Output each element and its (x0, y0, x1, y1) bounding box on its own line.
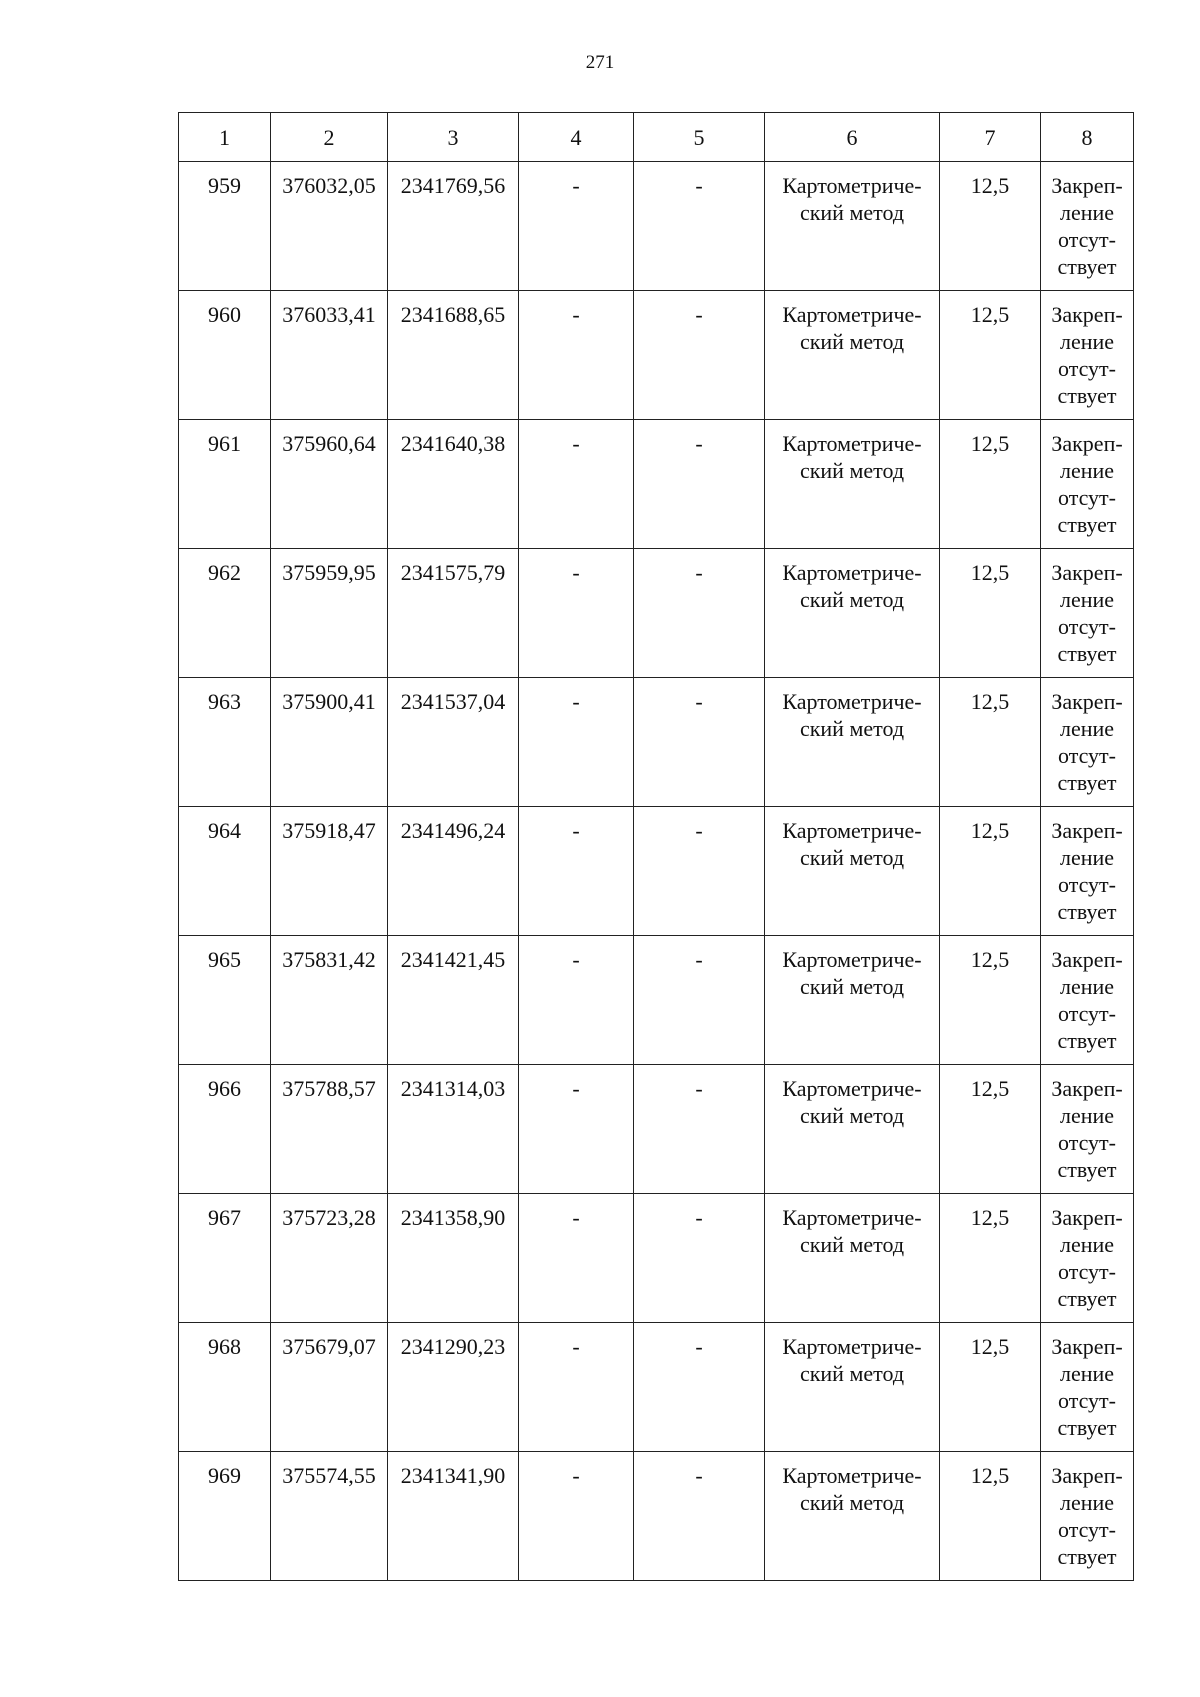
cell-fixing: Закреп- ление отсут- ствует (1041, 1452, 1134, 1581)
column-header-8: 8 (1041, 113, 1134, 162)
cell-point-number: 963 (179, 678, 271, 807)
cell-col-5: - (634, 291, 765, 420)
cell-fixing: Закреп- ление отсут- ствует (1041, 420, 1134, 549)
cell-method: Картометриче- ский метод (765, 291, 940, 420)
cell-fixing: Закреп- ление отсут- ствует (1041, 549, 1134, 678)
cell-method: Картометриче- ский метод (765, 1452, 940, 1581)
cell-accuracy: 12,5 (940, 807, 1041, 936)
table-row (179, 1323, 1134, 1452)
cell-col-5: - (634, 1452, 765, 1581)
table-row (179, 807, 1134, 936)
cell-method: Картометриче- ский метод (765, 1323, 940, 1452)
cell-y-coordinate: 2341640,38 (388, 420, 519, 549)
cell-point-number: 969 (179, 1452, 271, 1581)
cell-y-coordinate: 2341314,03 (388, 1065, 519, 1194)
cell-y-coordinate: 2341688,65 (388, 291, 519, 420)
table-row (179, 1194, 1134, 1323)
cell-col-5: - (634, 807, 765, 936)
table-row (179, 1065, 1134, 1194)
cell-col-5: - (634, 1065, 765, 1194)
cell-x-coordinate: 375900,41 (271, 678, 388, 807)
cell-method: Картометриче- ский метод (765, 1194, 940, 1323)
header-row (179, 113, 1134, 162)
cell-y-coordinate: 2341341,90 (388, 1452, 519, 1581)
cell-y-coordinate: 2341575,79 (388, 549, 519, 678)
cell-col-5: - (634, 1323, 765, 1452)
cell-x-coordinate: 375959,95 (271, 549, 388, 678)
cell-method: Картометриче- ский метод (765, 807, 940, 936)
cell-fixing: Закреп- ление отсут- ствует (1041, 1194, 1134, 1323)
cell-x-coordinate: 375831,42 (271, 936, 388, 1065)
cell-x-coordinate: 375723,28 (271, 1194, 388, 1323)
page-number: 271 (585, 52, 615, 73)
cell-accuracy: 12,5 (940, 678, 1041, 807)
cell-accuracy: 12,5 (940, 162, 1041, 291)
cell-col-4: - (519, 1194, 634, 1323)
column-header-4: 4 (519, 113, 634, 162)
column-header-5: 5 (634, 113, 765, 162)
cell-x-coordinate: 375574,55 (271, 1452, 388, 1581)
cell-y-coordinate: 2341421,45 (388, 936, 519, 1065)
cell-point-number: 964 (179, 807, 271, 936)
coordinates-table (178, 112, 1134, 1581)
column-header-1: 1 (179, 113, 271, 162)
cell-col-4: - (519, 162, 634, 291)
cell-col-4: - (519, 807, 634, 936)
cell-point-number: 959 (179, 162, 271, 291)
cell-fixing: Закреп- ление отсут- ствует (1041, 807, 1134, 936)
cell-col-4: - (519, 549, 634, 678)
cell-method: Картометриче- ский метод (765, 936, 940, 1065)
table-row (179, 420, 1134, 549)
cell-fixing: Закреп- ление отсут- ствует (1041, 936, 1134, 1065)
cell-fixing: Закреп- ление отсут- ствует (1041, 1065, 1134, 1194)
cell-accuracy: 12,5 (940, 1065, 1041, 1194)
cell-x-coordinate: 376032,05 (271, 162, 388, 291)
cell-y-coordinate: 2341290,23 (388, 1323, 519, 1452)
cell-x-coordinate: 375918,47 (271, 807, 388, 936)
cell-method: Картометриче- ский метод (765, 1065, 940, 1194)
cell-accuracy: 12,5 (940, 1452, 1041, 1581)
table-row (179, 162, 1134, 291)
cell-col-5: - (634, 936, 765, 1065)
cell-accuracy: 12,5 (940, 549, 1041, 678)
cell-col-5: - (634, 162, 765, 291)
cell-point-number: 960 (179, 291, 271, 420)
cell-point-number: 961 (179, 420, 271, 549)
cell-fixing: Закреп- ление отсут- ствует (1041, 1323, 1134, 1452)
cell-col-4: - (519, 1323, 634, 1452)
cell-accuracy: 12,5 (940, 291, 1041, 420)
cell-point-number: 968 (179, 1323, 271, 1452)
cell-x-coordinate: 375788,57 (271, 1065, 388, 1194)
cell-col-4: - (519, 936, 634, 1065)
table-row (179, 678, 1134, 807)
cell-x-coordinate: 375679,07 (271, 1323, 388, 1452)
cell-col-4: - (519, 420, 634, 549)
cell-y-coordinate: 2341358,90 (388, 1194, 519, 1323)
cell-fixing: Закреп- ление отсут- ствует (1041, 678, 1134, 807)
table-header (179, 113, 1134, 162)
cell-point-number: 966 (179, 1065, 271, 1194)
table-body (179, 162, 1134, 1581)
table-row (179, 291, 1134, 420)
cell-fixing: Закреп- ление отсут- ствует (1041, 291, 1134, 420)
table-row (179, 936, 1134, 1065)
cell-col-5: - (634, 420, 765, 549)
column-header-6: 6 (765, 113, 940, 162)
cell-col-4: - (519, 1065, 634, 1194)
column-header-7: 7 (940, 113, 1041, 162)
cell-col-5: - (634, 549, 765, 678)
column-header-2: 2 (271, 113, 388, 162)
cell-point-number: 962 (179, 549, 271, 678)
cell-col-4: - (519, 291, 634, 420)
cell-col-5: - (634, 1194, 765, 1323)
cell-y-coordinate: 2341496,24 (388, 807, 519, 936)
cell-point-number: 967 (179, 1194, 271, 1323)
cell-accuracy: 12,5 (940, 1323, 1041, 1452)
cell-col-4: - (519, 1452, 634, 1581)
cell-col-4: - (519, 678, 634, 807)
table-row (179, 1452, 1134, 1581)
table-row (179, 549, 1134, 678)
cell-y-coordinate: 2341769,56 (388, 162, 519, 291)
cell-method: Картометриче- ский метод (765, 549, 940, 678)
cell-method: Картометриче- ский метод (765, 162, 940, 291)
cell-y-coordinate: 2341537,04 (388, 678, 519, 807)
column-header-3: 3 (388, 113, 519, 162)
cell-point-number: 965 (179, 936, 271, 1065)
cell-accuracy: 12,5 (940, 420, 1041, 549)
cell-accuracy: 12,5 (940, 936, 1041, 1065)
cell-x-coordinate: 375960,64 (271, 420, 388, 549)
cell-accuracy: 12,5 (940, 1194, 1041, 1323)
cell-method: Картометриче- ский метод (765, 420, 940, 549)
cell-x-coordinate: 376033,41 (271, 291, 388, 420)
cell-method: Картометриче- ский метод (765, 678, 940, 807)
cell-col-5: - (634, 678, 765, 807)
cell-fixing: Закреп- ление отсут- ствует (1041, 162, 1134, 291)
